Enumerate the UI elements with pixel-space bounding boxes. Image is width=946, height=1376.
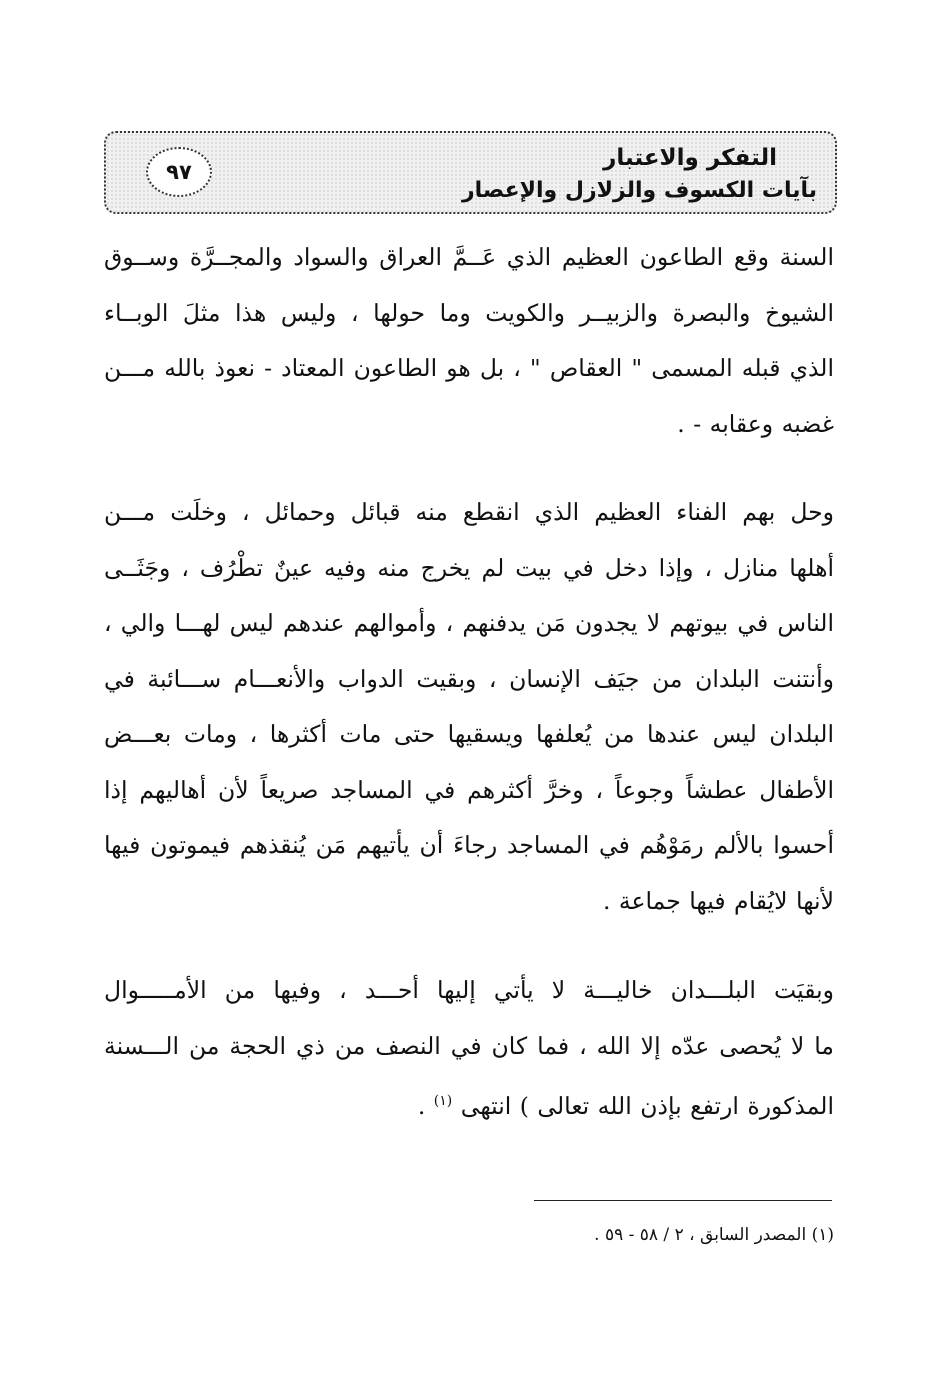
- book-title: التفكر والاعتبار: [603, 145, 777, 171]
- text-line: الناس في بيوتهم لا يجدون مَن يدفنهم ، وأموالهم عندهم ليس لهـــا والي ،: [104, 609, 834, 637]
- footnote-marker[interactable]: (١): [433, 1093, 453, 1109]
- text-line: وأنتنت البلدان من جيَف الإنسان ، وبقيت الدواب والأنعـــام ســـائبة في: [104, 664, 834, 693]
- text-line: البلدان ليس عندها من يُعلفها ويسقيها حتى مات أكثرها ، ومات بعـــض: [104, 720, 834, 748]
- text-fragment: .: [417, 1091, 426, 1120]
- text-line: لأنها لايُقام فيها جماعة .: [602, 886, 834, 915]
- footnote-divider: [534, 1200, 832, 1201]
- text-fragment: المذكورة ارتفع بإذن الله تعالى ) انتهى: [460, 1091, 834, 1120]
- text-line: غضبه وعقابه - .: [677, 409, 834, 438]
- text-line: السنة وقع الطاعون العظيم الذي عَــمَّ العراق والسواد والمجــرَّة وســوق: [104, 243, 834, 271]
- paragraph-2: [104, 485, 834, 929]
- text-line: أهلها منازل ، وإذا دخل في بيت لم يخرج منه وفيه عينٌ تطْرُف ، وجَثَــى: [104, 553, 834, 582]
- text-line: وحل بهم الفناء العظيم الذي انقطع منه قبائل وحمائل ، وخلَت مـــن: [104, 498, 834, 526]
- book-subtitle: بآيات الكسوف والزلازل والإعصار: [462, 178, 817, 203]
- text-line: الشيوخ والبصرة والزبيــر والكويت وما حولها ، وليس هذا مثلَ الوبــاء: [104, 298, 834, 327]
- footnote: (١) المصدر السابق ، ٢ / ٥٨ - ٥٩ .: [594, 1225, 834, 1245]
- page-number: ٩٧: [146, 147, 212, 197]
- paragraph-1: [104, 230, 834, 452]
- text-line: وبقيَت البلـــدان خاليـــة لا يأتي إليها أحـــد ، وفيها من الأمـــــوال: [104, 976, 834, 1004]
- text-line-with-footnote: [104, 1074, 834, 1134]
- paragraph-3: [104, 963, 834, 1134]
- header-titles: [462, 141, 817, 207]
- text-line: الأطفال عطشاً وجوعاً ، وخرَّ أكثرهم في المساجد صريعاً لأن أهاليهم إذا: [104, 775, 834, 804]
- text-line: الذي قبله المسمى " العقاص " ، بل هو الطاعون المعتاد - نعوذ بالله مـــن: [104, 354, 834, 382]
- text-line: أحسوا بالألم رمَوْهُم في المساجد رجاءَ أن يأتيهم مَن يُنقذهم فيموتون فيها: [104, 831, 834, 859]
- text-line: ما لا يُحصى عدّه إلا الله ، فما كان في النصف من ذي الحجة من الـــسنة: [104, 1031, 834, 1060]
- running-header: [104, 131, 837, 214]
